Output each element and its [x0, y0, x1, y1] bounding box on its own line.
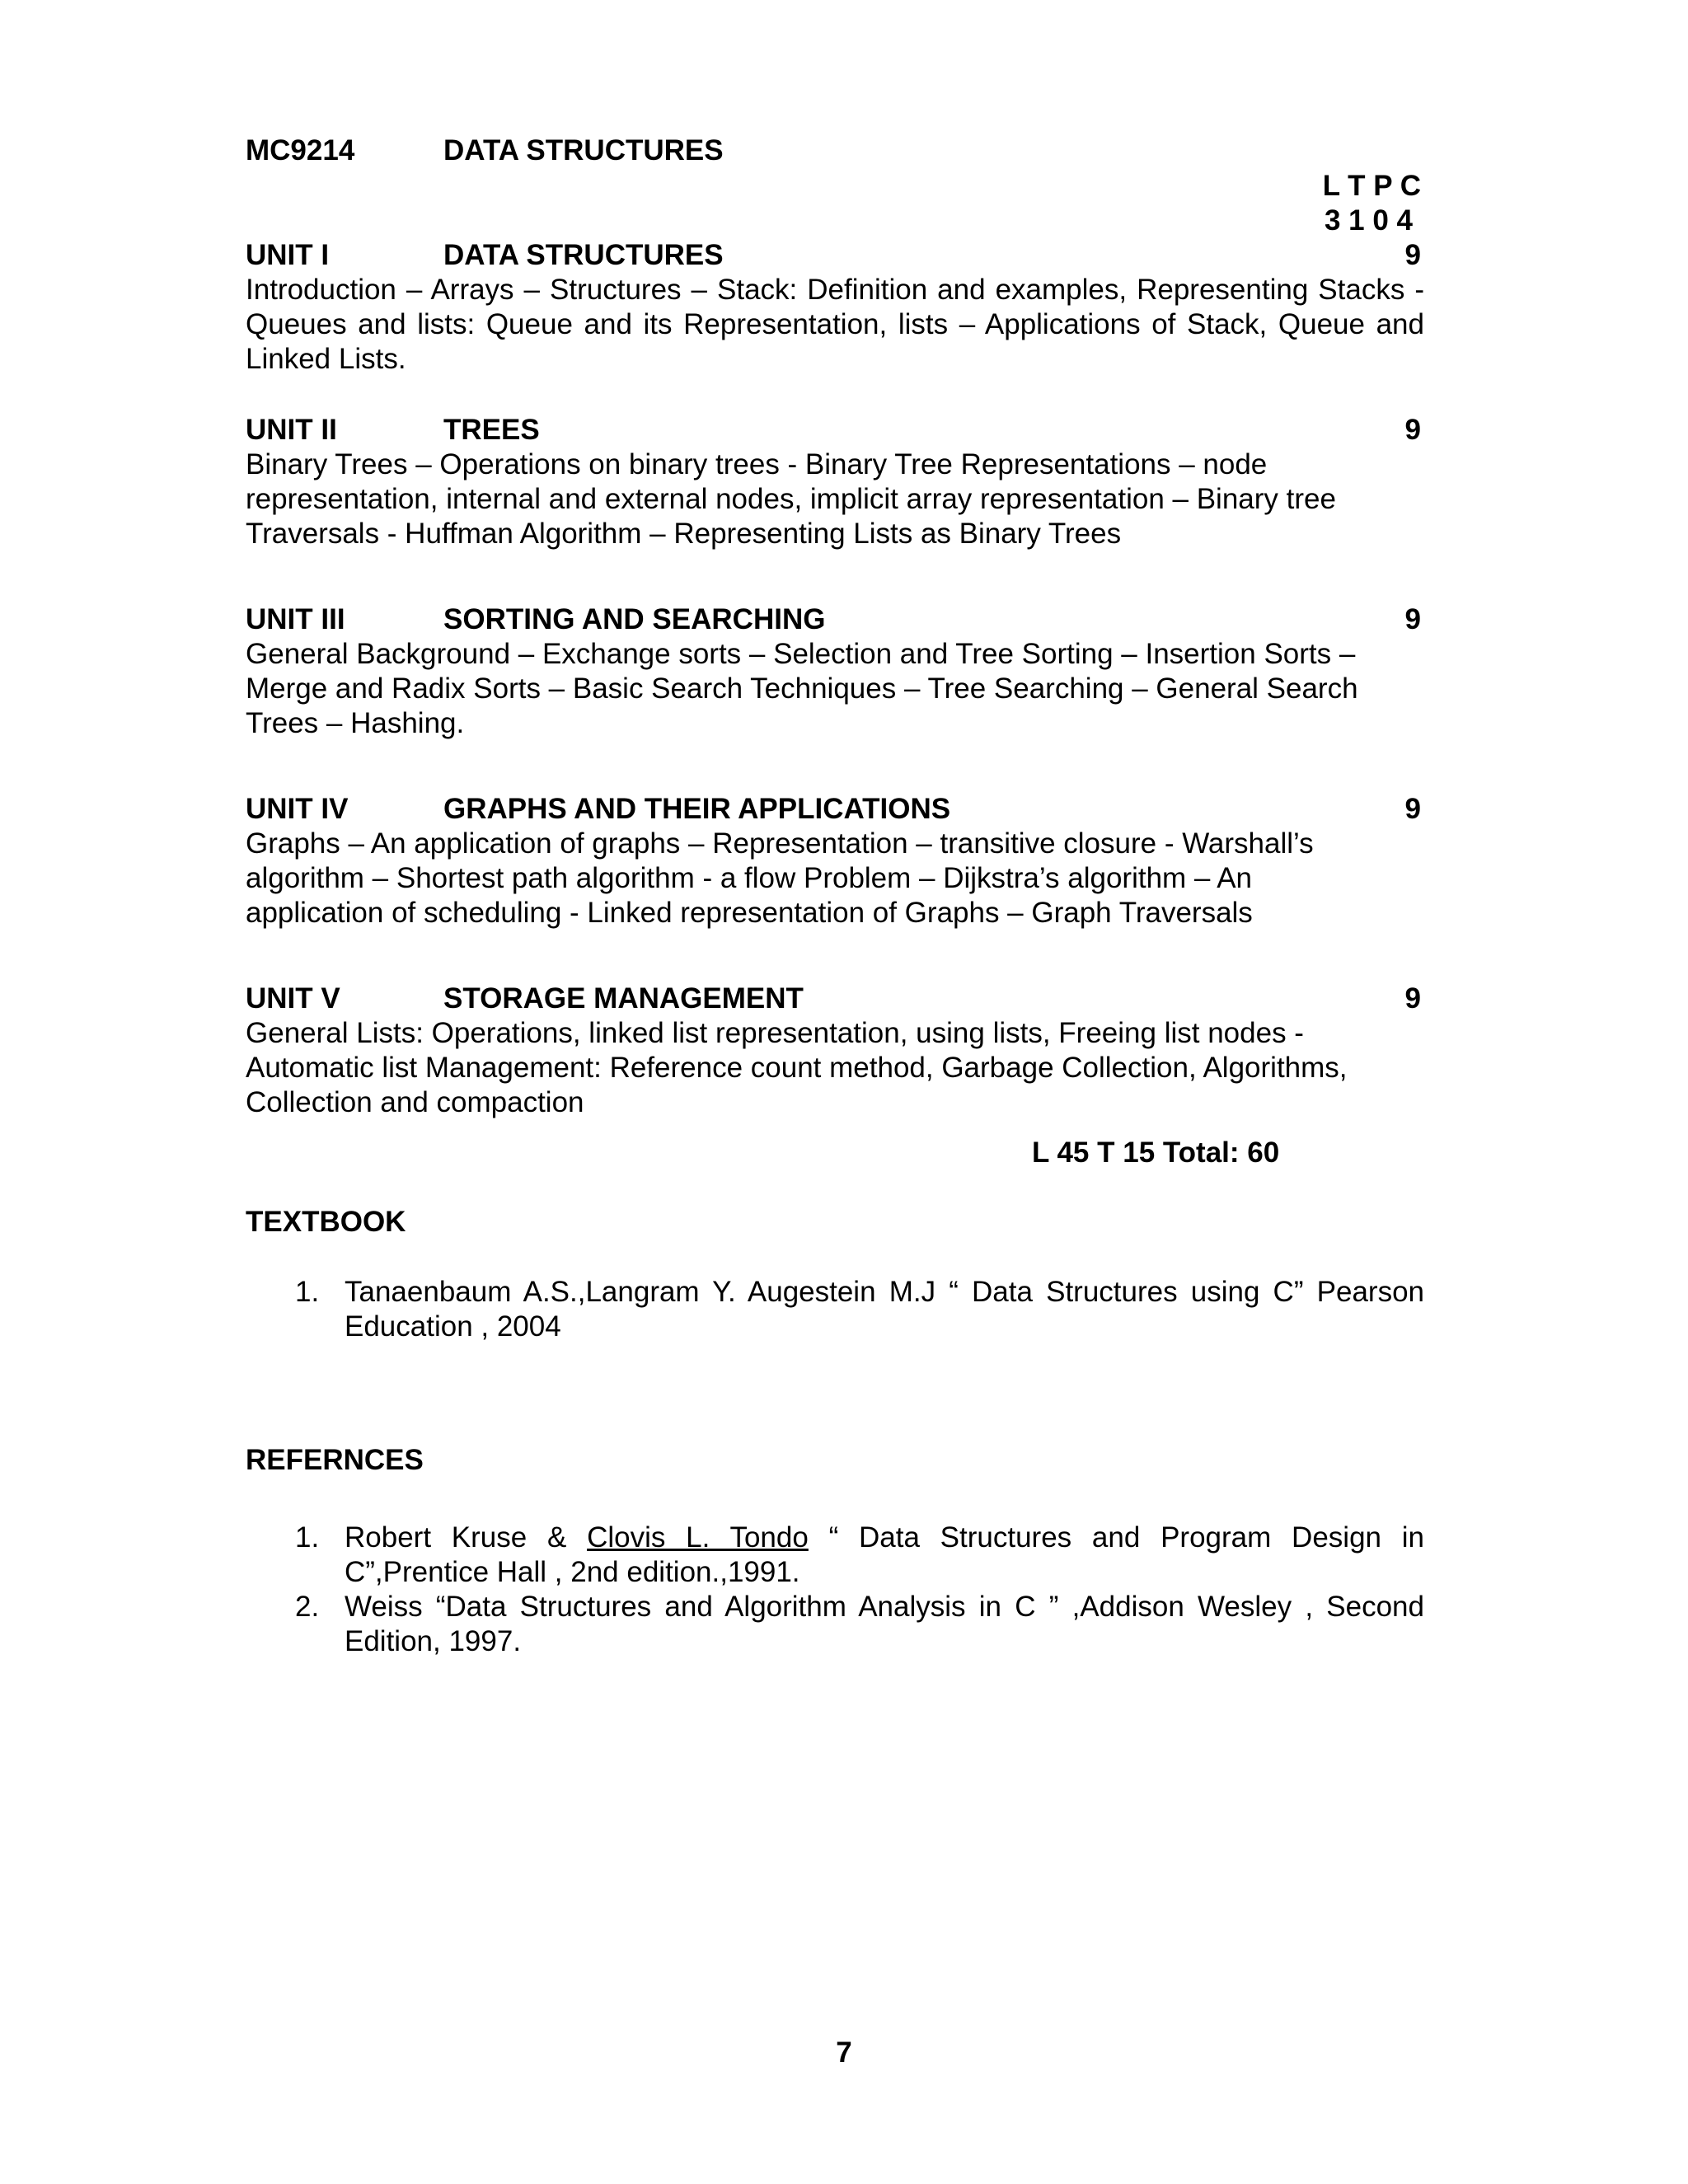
author-link: Clovis L. Tondo: [587, 1521, 809, 1554]
content-line: Graphs – An application of graphs – Representation – transitive closure - Warshall’s: [246, 827, 1314, 860]
unit-title: DATA STRUCTURES: [443, 239, 724, 271]
page-number: 7: [836, 2036, 852, 2069]
unit-5-content: [246, 1016, 1424, 1120]
hours-total: L 45 T 15 Total: 60: [1032, 1137, 1280, 1169]
unit-hours: 9: [1404, 793, 1421, 825]
unit-title: STORAGE MANAGEMENT: [443, 982, 804, 1015]
unit-3-content: [246, 637, 1424, 741]
unit-number: UNIT I: [246, 239, 330, 271]
ltpc-header: L T P C: [1322, 170, 1421, 202]
unit-2-content: [246, 448, 1424, 551]
textbook-list: [246, 1275, 1424, 1344]
item-number: 1.: [295, 1276, 320, 1308]
item-prefix: Robert Kruse &: [345, 1521, 588, 1554]
item-number: 1.: [295, 1521, 320, 1554]
references-list: [246, 1521, 1424, 1659]
unit-5-heading: [246, 982, 1421, 1016]
unit-hours: 9: [1404, 603, 1421, 635]
unit-number: UNIT IV: [246, 793, 349, 825]
content-line: General Background – Exchange sorts – Selection and Tree Sorting – Insertion Sorts –: [246, 638, 1356, 670]
unit-4-heading: [246, 792, 1421, 827]
unit-title: SORTING AND SEARCHING: [443, 603, 826, 635]
unit-2-heading: [246, 413, 1421, 448]
unit-number: UNIT V: [246, 982, 340, 1015]
content-line: General Lists: Operations, linked list representation, using lists, Freeing list nodes -: [246, 1017, 1304, 1049]
content-line: representation, internal and external nodes, implicit array representation – Binary tree: [246, 483, 1336, 515]
item-text: Weiss “Data Structures and Algorithm Analysis in C ” ,Addison Wesley , Second Edition, 1997.: [345, 1591, 1424, 1657]
content-line: Traversals - Huffman Algorithm – Representing Lists as Binary Trees: [246, 518, 1122, 550]
content-line: Collection and compaction: [246, 1086, 584, 1118]
content-line: Merge and Radix Sorts – Basic Search Techniques – Tree Searching – General Search: [246, 673, 1358, 705]
unit-number: UNIT II: [246, 414, 337, 446]
list-item: [246, 1521, 1424, 1590]
unit-4-content: [246, 827, 1424, 930]
unit-1-heading: [246, 238, 1421, 273]
unit-hours: 9: [1404, 239, 1421, 271]
unit-3-heading: [246, 602, 1421, 637]
item-suffix: “ Data Structures and Program Design in C”,Prentice Hall , 2nd edition.,1991.: [345, 1521, 1424, 1588]
textbook-heading: TEXTBOOK: [246, 1206, 406, 1238]
unit-title: TREES: [443, 414, 540, 446]
course-code: MC9214: [246, 134, 355, 166]
content-line: Trees – Hashing.: [246, 707, 465, 739]
unit-number: UNIT III: [246, 603, 345, 635]
references-heading: REFERNCES: [246, 1444, 424, 1476]
list-item: [246, 1275, 1424, 1344]
unit-title: GRAPHS AND THEIR APPLICATIONS: [443, 793, 951, 825]
item-text: Tanaenbaum A.S.,Langram Y. Augestein M.J “ Data Structures using C” Pearson Education , 2004: [345, 1276, 1424, 1343]
unit-1-content: Introduction – Arrays – Structures – Stack: Definition and examples, Representing Stacks - Queues and lists: Queue and its Representation, lists – Applications of Stack, Queue and Linked Lists.: [246, 274, 1424, 375]
list-item: [246, 1590, 1424, 1659]
content-line: algorithm – Shortest path algorithm - a flow Problem – Dijkstra’s algorithm – An: [246, 862, 1253, 894]
unit-hours: 9: [1404, 414, 1421, 446]
unit-hours: 9: [1404, 982, 1421, 1015]
course-title: DATA STRUCTURES: [443, 134, 724, 166]
content-line: application of scheduling - Linked representation of Graphs – Graph Traversals: [246, 897, 1253, 929]
ltpc-values: 3 1 0 4: [1324, 204, 1413, 237]
content-line: Binary Trees – Operations on binary trees - Binary Tree Representations – node: [246, 448, 1268, 480]
content-line: Automatic list Management: Reference count method, Garbage Collection, Algorithms,: [246, 1052, 1348, 1084]
item-number: 2.: [295, 1591, 320, 1623]
